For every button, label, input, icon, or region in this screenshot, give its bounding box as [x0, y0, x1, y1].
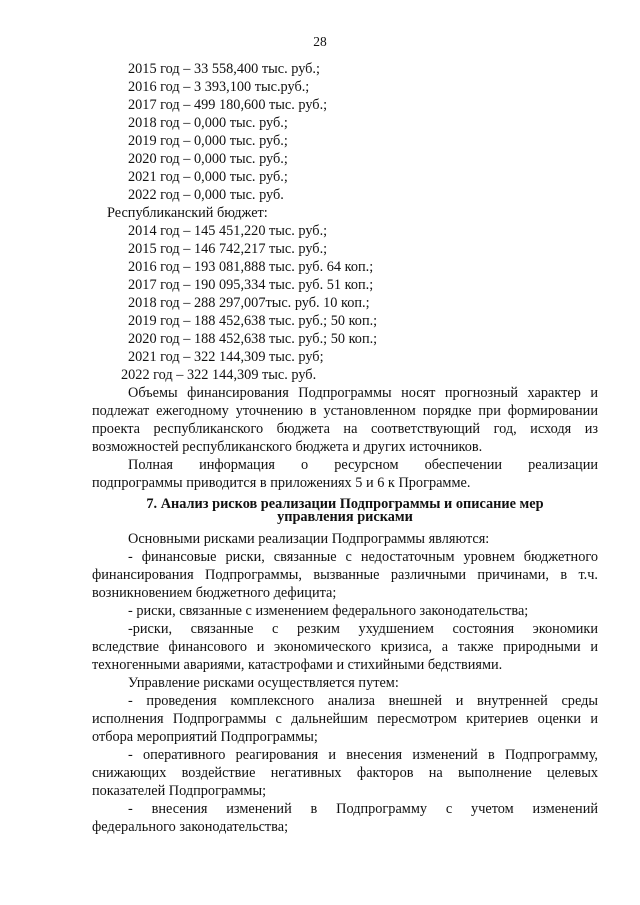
paragraph-line: подпрограммы приводится в приложениях 5 и 6 к Программе. [92, 475, 471, 491]
paragraph-line: снижающих воздействие негативных факторов на выполнение целевых [92, 765, 598, 781]
funding-line: 2017 год – 190 095,334 тыс. руб. 51 коп.; [128, 277, 374, 293]
funding-line: 2021 год – 0,000 тыс. руб.; [128, 169, 288, 185]
funding-line: 2017 год – 499 180,600 тыс. руб.; [128, 97, 328, 113]
republic-budget-label: Республиканский бюджет: [107, 205, 268, 221]
funding-line: 2016 год – 3 393,100 тыс.руб.; [128, 79, 310, 95]
funding-line: 2021 год – 322 144,309 тыс. руб; [128, 349, 324, 365]
funding-line: 2018 год – 288 297,007тыс. руб. 10 коп.; [128, 295, 370, 311]
paragraph-line: федерального законодательства; [92, 819, 289, 835]
paragraph-line: - внесения изменений в Подпрограмму с учетом изменений [128, 801, 598, 817]
paragraph-line: отбора мероприятий Подпрограммы; [92, 729, 318, 745]
funding-line: 2019 год – 188 452,638 тыс. руб.; 50 коп.; [128, 313, 378, 329]
page-number: 28 [313, 34, 327, 49]
paragraph-line: вследствие финансового и экономического кризиса, а также природными и [92, 639, 598, 655]
funding-line: 2022 год – 0,000 тыс. руб. [128, 187, 284, 203]
paragraph-line: исполнения Подпрограммы с дальнейшим пересмотром критериев оценки и [92, 711, 598, 727]
paragraph-line: возможностей республиканского бюджета и других источников. [92, 439, 483, 455]
paragraph-line: Основными рисками реализации Подпрограммы являются: [128, 531, 490, 547]
paragraph-line: показателей Подпрограммы; [92, 783, 267, 799]
paragraph-line: - риски, связанные с изменением федерального законодательства; [128, 603, 529, 619]
paragraph-line: финансирования Подпрограммы, вызванные различными причинами, в т.ч. [92, 567, 598, 583]
paragraph-line: - финансовые риски, связанные с недостаточным уровнем бюджетного [128, 549, 598, 565]
funding-line: 2014 год – 145 451,220 тыс. руб.; [128, 223, 328, 239]
funding-line: 2020 год – 0,000 тыс. руб.; [128, 151, 288, 167]
funding-line: 2015 год – 33 558,400 тыс. руб.; [128, 61, 320, 77]
paragraph-line: подлежат ежегодному уточнению в установленном порядке при формировании [92, 403, 598, 419]
paragraph-line: Полная информация о ресурсном обеспечении реализации [128, 457, 598, 473]
funding-line: 2015 год – 146 742,217 тыс. руб.; [128, 241, 328, 257]
paragraph-line: проекта республиканского бюджета на соответствующий год, исходя из [92, 421, 598, 437]
funding-line: 2020 год – 188 452,638 тыс. руб.; 50 коп.; [128, 331, 378, 347]
paragraph-line: Управление рисками осуществляется путем: [128, 675, 399, 691]
paragraph-line: - оперативного реагирования и внесения изменений в Подпрограмму, [128, 747, 598, 763]
funding-line: 2019 год – 0,000 тыс. руб.; [128, 133, 288, 149]
paragraph-line: -риски, связанные с резким ухудшением состояния экономики [128, 621, 598, 637]
funding-line: 2022 год – 322 144,309 тыс. руб. [121, 367, 317, 383]
paragraph-line: Объемы финансирования Подпрограммы носят прогнозный характер и [128, 385, 598, 401]
funding-line: 2018 год – 0,000 тыс. руб.; [128, 115, 288, 131]
section-heading: 7. Анализ рисков реализации Подпрограммы и описание мер [146, 496, 544, 512]
paragraph-line: - проведения комплексного анализа внешней и внутренней среды [128, 693, 598, 709]
section-heading: управления рисками [277, 509, 413, 525]
paragraph-line: техногенными авариями, катастрофами и стихийными бедствиями. [92, 657, 503, 673]
funding-line: 2016 год – 193 081,888 тыс. руб. 64 коп.; [128, 259, 374, 275]
paragraph-line: возникновением бюджетного дефицита; [92, 585, 337, 601]
